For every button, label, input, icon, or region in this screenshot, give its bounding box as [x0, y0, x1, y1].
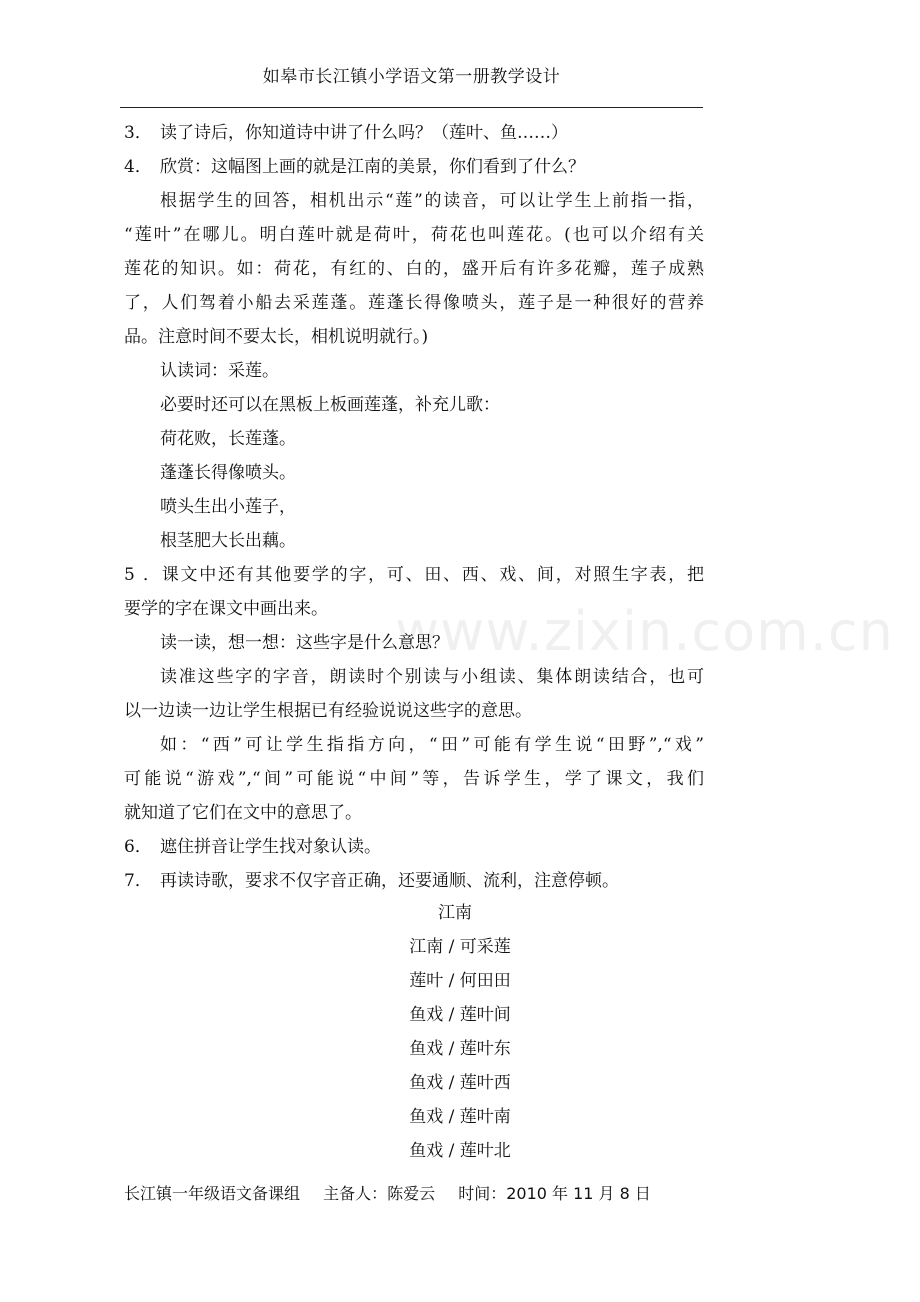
paragraph-line: 根据学生的回答，相机出示“莲”的读音，可以让学生上前指一指， [160, 191, 704, 211]
watermark: www.zixin.com.cn [395, 600, 894, 663]
header-divider [120, 107, 703, 108]
list-number: 5． [124, 565, 160, 585]
poem-line: 江南 / 可采莲 [409, 937, 511, 957]
rhyme-line: 蓬蓬长得像喷头。 [160, 463, 296, 483]
poem-line: 鱼戏 / 莲叶间 [409, 1005, 511, 1025]
list-item-7 [124, 864, 704, 898]
poem-line: 莲叶 / 何田田 [409, 971, 511, 991]
paragraph-line: 读一读，想一想：这些字是什么意思？ [160, 633, 449, 653]
footer-group: 长江镇一年级语文备课组 [124, 1184, 301, 1203]
rhyme-line: 根茎肥大长出藕。 [160, 531, 296, 551]
paragraph-line: 如：“西”可让学生指指方向，“田”可能有学生说“田野”,“戏” [160, 735, 704, 755]
paragraph-line: 莲花的知识。如：荷花，有红的、白的，盛开后有许多花瓣，莲子成熟 [124, 259, 704, 279]
paragraph-line: “莲叶”在哪儿。明白莲叶就是荷叶，荷花也叫莲花。(也可以介绍有关 [124, 225, 704, 245]
list-number: 3． [124, 123, 152, 143]
paragraph-line: 要学的字在课文中画出来。 [124, 599, 328, 619]
page-header-title: 如皋市长江镇小学语文第一册教学设计 [262, 67, 561, 87]
poem-line: 鱼戏 / 莲叶北 [409, 1141, 511, 1161]
list-text: 课文中还有其他要学的字，可、田、西、戏、间，对照生字表，把 [160, 565, 704, 585]
list-item-3 [124, 116, 704, 150]
poem-title: 江南 [438, 903, 472, 923]
paragraph-line: 可能说“游戏”,“间”可能说“中间”等，告诉学生，学了课文，我们 [124, 769, 704, 789]
list-item-4 [124, 150, 704, 184]
list-text: 欣赏：这幅图上画的就是江南的美景，你们看到了什么？ [160, 157, 585, 177]
list-number: 6． [124, 837, 152, 857]
list-text: 读了诗后，你知道诗中讲了什么吗？（莲叶、鱼……） [160, 123, 568, 143]
rhyme-line: 喷头生出小莲子， [160, 497, 296, 517]
paragraph-line: 了，人们驾着小船去采莲蓬。莲蓬长得像喷头，莲子是一种很好的营养 [124, 293, 704, 313]
paragraph-line: 以一边读一边让学生根据已有经验说说这些字的意思。 [124, 701, 532, 721]
list-number: 7． [124, 871, 152, 891]
poem-block [0, 896, 920, 1168]
poem-line: 鱼戏 / 莲叶西 [409, 1073, 511, 1093]
list-text: 遮住拼音让学生找对象认读。 [160, 837, 381, 857]
poem-line: 鱼戏 / 莲叶东 [409, 1039, 511, 1059]
rhyme-line: 荷花败，长莲蓬。 [160, 429, 296, 449]
footer-preparer: 主备人：陈爱云 [323, 1184, 436, 1203]
indented-line: 必要时还可以在黑板上板画莲蓬，补充儿歌： [160, 395, 500, 415]
footer-time: 时间：2010 年 11 月 8 日 [458, 1184, 651, 1203]
page-footer [124, 1181, 724, 1204]
list-text: 再读诗歌，要求不仅字音正确，还要通顺、流利，注意停顿。 [160, 871, 619, 891]
poem-line: 鱼戏 / 莲叶南 [409, 1107, 511, 1127]
list-item-6 [124, 830, 704, 864]
paragraph-line: 就知道了它们在文中的意思了。 [124, 803, 362, 823]
paragraph-line: 读准这些字的字音，朗读时个别读与小组读、集体朗读结合，也可 [160, 667, 704, 687]
indented-line: 认读词：采莲。 [160, 361, 279, 381]
document-body [124, 116, 704, 898]
paragraph-line: 品。注意时间不要太长，相机说明就行。) [124, 327, 429, 347]
list-item-5 [124, 558, 704, 592]
list-number: 4． [124, 157, 152, 177]
